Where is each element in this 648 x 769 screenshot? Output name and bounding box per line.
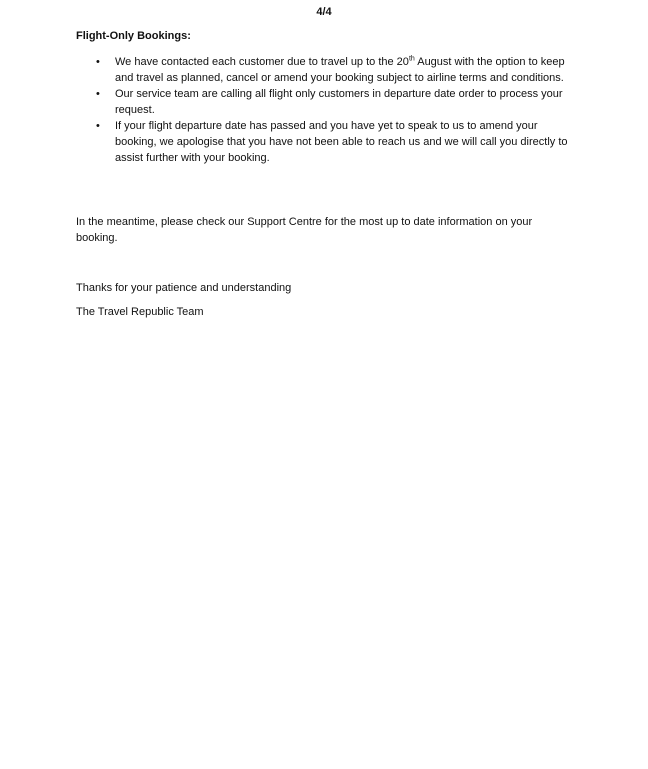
thanks-paragraph: Thanks for your patience and understanding xyxy=(76,282,292,294)
bullet-text xyxy=(115,88,563,116)
bullet-superscript: th xyxy=(408,55,415,63)
section-heading: Flight-Only Bookings: xyxy=(76,30,191,42)
bullet-text xyxy=(115,120,568,164)
list-item xyxy=(94,86,574,118)
bullet-text-part: August with the option to keep and travel as planned, cancel or amend your booking subject to airline terms and conditions. xyxy=(115,56,565,84)
signoff-text: The Travel Republic Team xyxy=(76,306,204,318)
meantime-paragraph: In the meantime, please check our Support Centre for the most up to date information on your booking. xyxy=(76,216,533,244)
bullet-text xyxy=(115,56,565,84)
page-number: 4/4 xyxy=(316,6,332,18)
bullet-icon: • xyxy=(96,56,100,68)
list-item xyxy=(94,118,574,166)
list-item xyxy=(94,54,574,86)
bullet-text-part: Our service team are calling all flight only customers in departure date order to process your request. xyxy=(115,88,563,116)
bullet-text-part: We have contacted each customer due to travel up to the 20 xyxy=(115,56,409,68)
bullet-icon: • xyxy=(96,120,100,132)
bullet-text-part: If your flight departure date has passed and you have yet to speak to us to amend your booking, we apologise that you have not been able to reach us and we will call you directly to assist further with your booking. xyxy=(115,120,568,164)
bullet-icon: • xyxy=(96,88,100,100)
bullet-list xyxy=(94,54,574,166)
